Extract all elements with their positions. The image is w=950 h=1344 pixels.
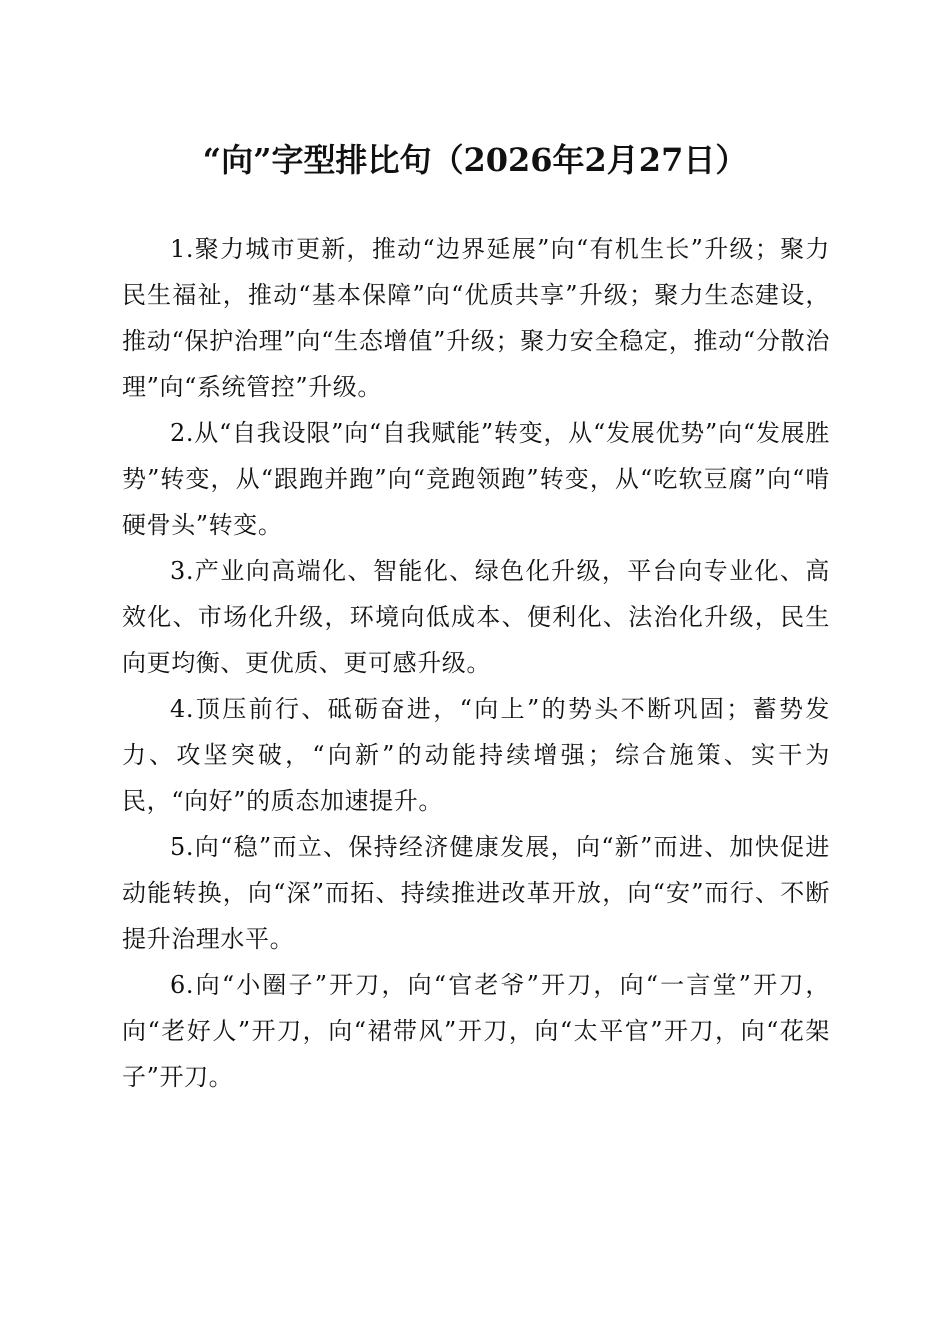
paragraph-5: 5.向“稳”而立、保持经济健康发展，向“新”而进、加快促进动能转换，向“深”而拓、持续推进改革开放，向“安”而行、不断提升治理水平。 [122,833,830,953]
paragraph-4: 4.顶压前行、砥砺奋进，“向上”的势头不断巩固；蓄势发力、攻坚突破，“向新”的动能持续增强；综合施策、实干为民，“向好”的质态加速提升。 [122,695,830,815]
paragraph-2: 2.从“自我设限”向“自我赋能”转变，从“发展优势”向“发展胜势”转变，从“跟跑并跑”向“竞跑领跑”转变，从“吃软豆腐”向“啃硬骨头”转变。 [122,419,830,539]
paragraph-6: 6.向“小圈子”开刀，向“官老爷”开刀，向“一言堂”开刀，向“老好人”开刀，向“裙带风”开刀，向“太平官”开刀，向“花架子”开刀。 [122,971,830,1091]
document-title: “向”字型排比句（2026年2月27日） [202,141,748,179]
document-body [122,226,830,1100]
paragraph-1: 1.聚力城市更新，推动“边界延展”向“有机生长”升级；聚力民生福祉，推动“基本保障”向“优质共享”升级；聚力生态建设，推动“保护治理”向“生态增值”升级；聚力安全稳定，推动“分散治理”向“系统管控”升级。 [122,235,830,401]
paragraph-3: 3.产业向高端化、智能化、绿色化升级，平台向专业化、高效化、市场化升级，环境向低成本、便利化、法治化升级，民生向更均衡、更优质、更可感升级。 [122,557,830,677]
